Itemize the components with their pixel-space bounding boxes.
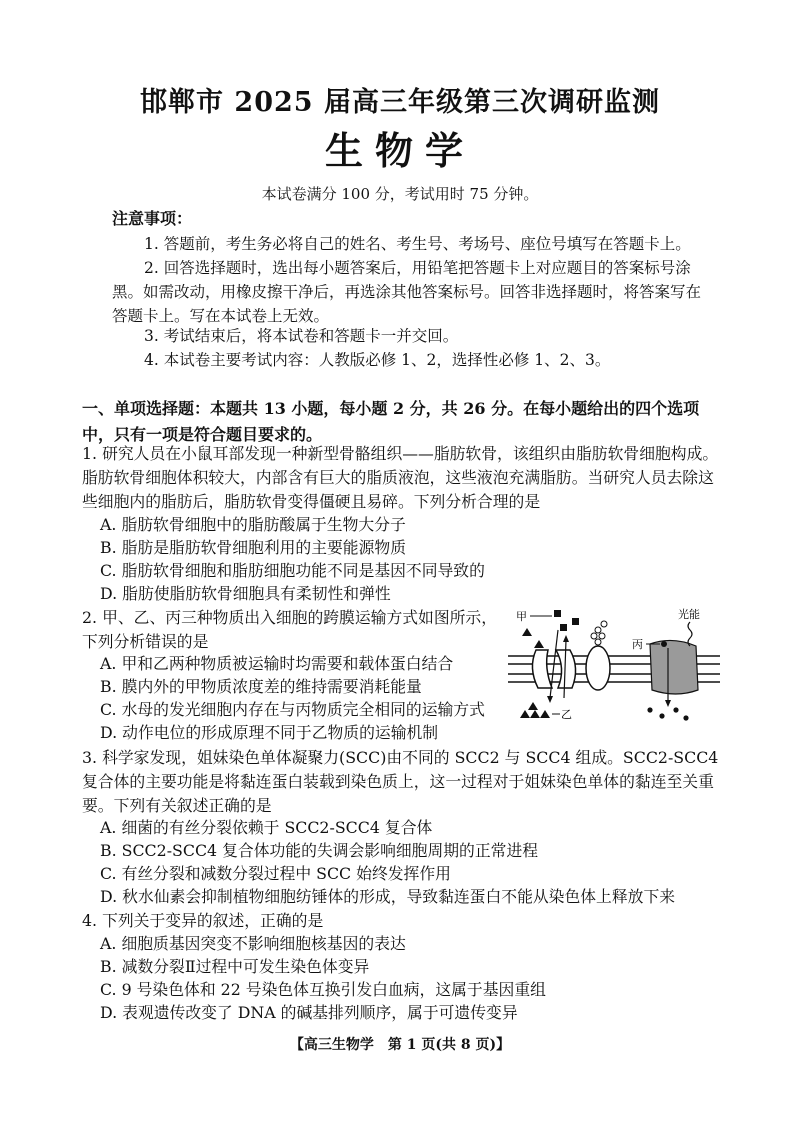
- question-1-option-a: A. 脂肪软骨细胞中的脂肪酸属于生物大分子: [100, 515, 406, 534]
- question-4-option-d: D. 表观遗传改变了 DNA 的碱基排列顺序，属于可遗传变异: [100, 1003, 518, 1022]
- question-4-option-b: B. 减数分裂Ⅱ过程中可发生染色体变异: [100, 957, 370, 976]
- exam-info: 本试卷满分 100 分，考试用时 75 分钟。: [261, 185, 539, 203]
- subject-title: 生物学: [324, 128, 475, 173]
- question-3-stem: 3. 科学家发现，姐妹染色单体凝聚力(SCC)由不同的 SCC2 与 SCC4 组成。SCC2-SCC4 复合体的主要功能是将黏连蛋白装载到染色质上，这一过程对于姐妹染色单体的黏连至关重要。下列有关叙述正确的是: [82, 748, 719, 815]
- question-2-option-b: B. 膜内外的甲物质浓度差的维持需要消耗能量: [100, 677, 422, 696]
- question-2-option-d: D. 动作电位的形成原理不同于乙物质的运输机制: [100, 723, 439, 742]
- notice-item: 2. 回答选择题时，选出每小题答案后，用铅笔把答题卡上对应题目的答案标号涂黑。如需改动，用橡皮擦干净后，再选涂其他答案标号。回答非选择题时，将答案写在答题卡上。写在本试卷上无效。: [112, 259, 702, 325]
- question-4-option-c: C. 9 号染色体和 22 号染色体互换引发白血病，这属于基因重组: [100, 980, 546, 999]
- question-3-option-a: A. 细菌的有丝分裂依赖于 SCC2-SCC4 复合体: [100, 818, 433, 837]
- label-bing: 丙: [632, 638, 643, 651]
- question-1-option-b: B. 脂肪是脂肪软骨细胞利用的主要能源物质: [100, 538, 406, 557]
- question-1-option-c: C. 脂肪软骨细胞和脂肪细胞功能不同是基因不同导致的: [100, 561, 485, 580]
- question-1-option-d: D. 脂肪使脂肪软骨细胞具有柔韧性和弹性: [100, 584, 391, 603]
- notice-item: 1. 答题前，考生务必将自己的姓名、考生号、考场号、座位号填写在答题卡上。: [144, 235, 691, 253]
- question-2-stem: 2. 甲、乙、丙三种物质出入细胞的跨膜运输方式如图所示，下列分析错误的是: [82, 608, 498, 651]
- label-light-energy: 光能: [678, 608, 700, 621]
- exam-title: 邯郸市 2025 届高三年级第三次调研监测: [140, 87, 660, 118]
- section-heading: 一、单项选择题：本题共 13 小题，每小题 2 分，共 26 分。在每小题给出的四个选项中，只有一项是符合题目要求的。: [82, 399, 700, 444]
- question-2-option-a: A. 甲和乙两种物质被运输时均需要和载体蛋白结合: [100, 654, 454, 673]
- label-yi: 乙: [561, 708, 572, 721]
- question-1-stem: 1. 研究人员在小鼠耳部发现一种新型骨骼组织——脂肪软骨，该组织由脂肪软骨细胞构成。脂肪软骨细胞体积较大，内部含有巨大的脂质液泡，这些液泡充满脂肪。当研究人员去除这些细胞内的脂肪后，脂肪软骨变得僵硬且易碎。下列分析合理的是: [82, 444, 719, 511]
- notice-item: 3. 考试结束后，将本试卷和答题卡一并交回。: [144, 327, 459, 345]
- question-4-option-a: A. 细胞质基因突变不影响细胞核基因的表达: [100, 934, 406, 953]
- question-2-option-c: C. 水母的发光细胞内存在与丙物质完全相同的运输方式: [100, 700, 485, 719]
- membrane-transport-diagram: [500, 606, 722, 724]
- notice-heading: 注意事项：: [112, 209, 193, 228]
- question-3-option-c: C. 有丝分裂和减数分裂过程中 SCC 始终发挥作用: [100, 864, 451, 883]
- question-3-option-d: D. 秋水仙素会抑制植物细胞纺锤体的形成，导致黏连蛋白不能从染色体上释放下来: [100, 887, 676, 906]
- question-3-option-b: B. SCC2-SCC4 复合体功能的失调会影响细胞周期的正常进程: [100, 841, 539, 860]
- notice-item: 4. 本试卷主要考试内容：人教版必修 1、2，选择性必修 1、2、3。: [144, 351, 611, 369]
- question-4-stem: 4. 下列关于变异的叙述，正确的是: [82, 911, 324, 930]
- label-jia: 甲: [516, 610, 527, 623]
- page-footer: 【高三生物学 第 1 页(共 8 页)】: [289, 1037, 511, 1053]
